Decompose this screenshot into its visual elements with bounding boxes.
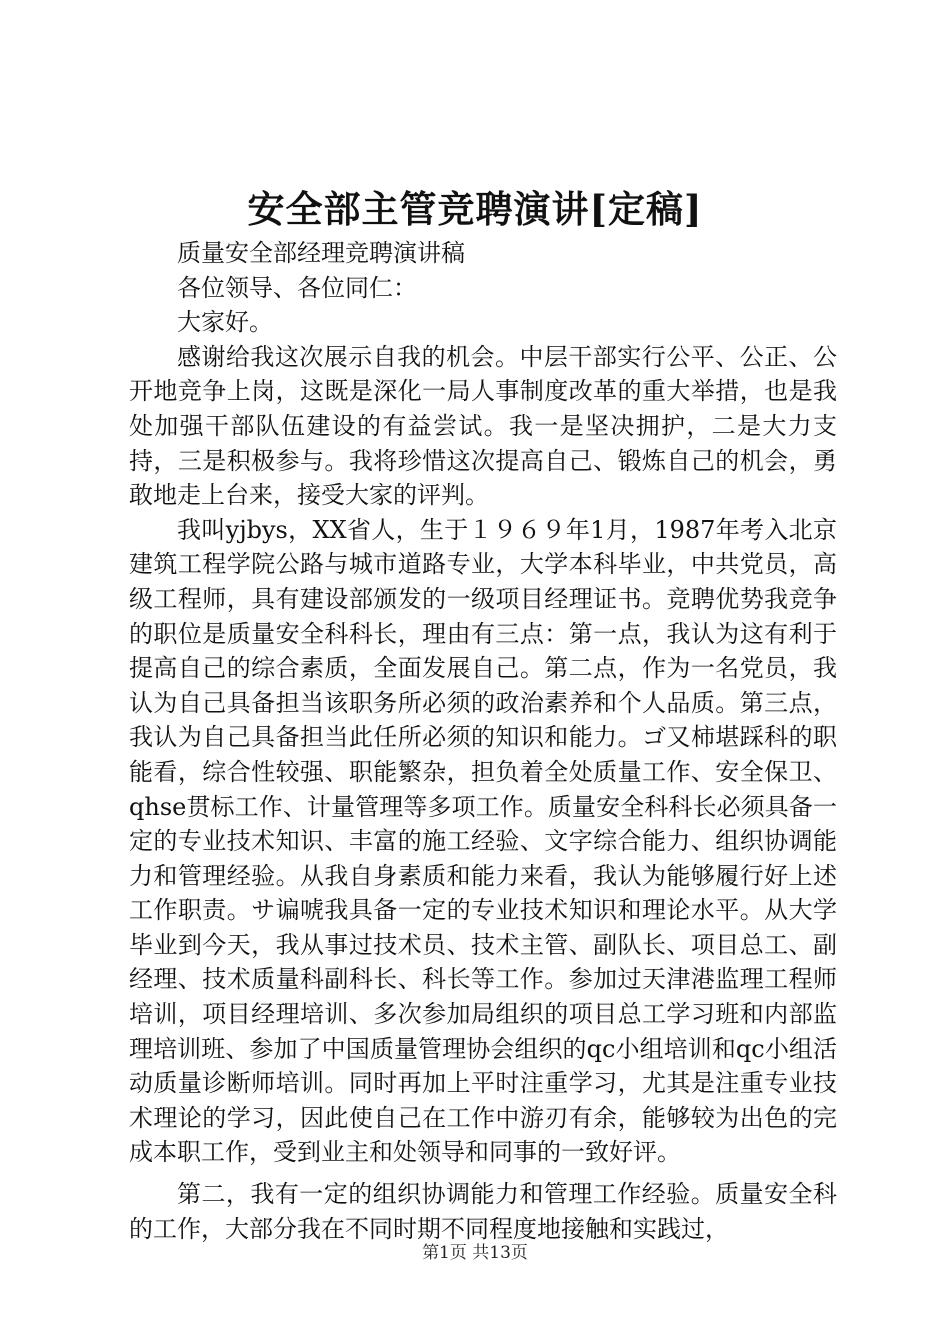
paragraph-salutation: 各位领导、各位同仁： [177,273,417,302]
paragraph-greeting: 大家好。 [177,308,273,337]
page-footer: 第1页 共13页 [422,1243,528,1263]
document-body [129,236,837,1246]
paragraph-introduction: 我叫yjbys，XX省人，生于１９６９年1月，1987年考入北京建筑工程学院公路与城市道路专业，大学本科毕业，中共党员，高级工程师，具有建设部颁发的一级项目经理证书。竞聘优势我竞争的职位是质量安全科科长，理由有三点：第一点，我认为这有利于提高自己的综合素质，全面发展自己。第二点，作为一名党员，我认为自己具备担当该职务所必须的政治素养和个人品质。第三点，我认为自己具备担当此任所必须的知识和能力。ゴ又柿堪踩科的职能看，综合性较强、职能繁杂，担负着全处质量工作、安全保卫、qhse贯标工作、计量管理等多项工作。质量安全科科长必须具备一定的专业技术知识、丰富的施工经验、文字综合能力、组织协调能力和管理经验。从我自身素质和能力来看，我认为能够履行好上述工作职责。サ谝唬我具备一定的专业技术知识和理论水平。从大学毕业到今天，我从事过技术员、技术主管、副队长、项目总工、副经理、技术质量科副科长、科长等工作。参加过天津港监理工程师培训，项目经理培训、多次参加局组织的项目总工学习班和内部监理培训班、参加了中国质量管理协会组织的qc小组培训和qc小组活动质量诊断师培训。同时再加上平时注重学习，尤其是注重专业技术理论的学习，因此使自己在工作中游刃有余，能够较为出色的完成本职工作，受到业主和处领导和同事的一致好评。 [129,515,837,1167]
paragraph-second-point: 第二，我有一定的组织协调能力和管理工作经验。质量安全科的工作，大部分我在不同时期不同程度地接触和实践过， [129,1180,837,1243]
document-title: 安全部主管竞聘演讲[定稿] [247,187,703,231]
paragraph-heading: 质量安全部经理竞聘演讲稿 [177,239,465,267]
paragraph-thanks: 感谢给我这次展示自我的机会。中层干部实行公平、公正、公开地竞争上岗，这既是深化一局人事制度改革的重大举措，也是我处加强干部队伍建设的有益尝试。我一是坚决拥护，二是大力支持，三是积极参与。我将珍惜这次提高自己、锻炼自己的机会，勇敢地走上台来，接受大家的评判。 [129,342,837,510]
